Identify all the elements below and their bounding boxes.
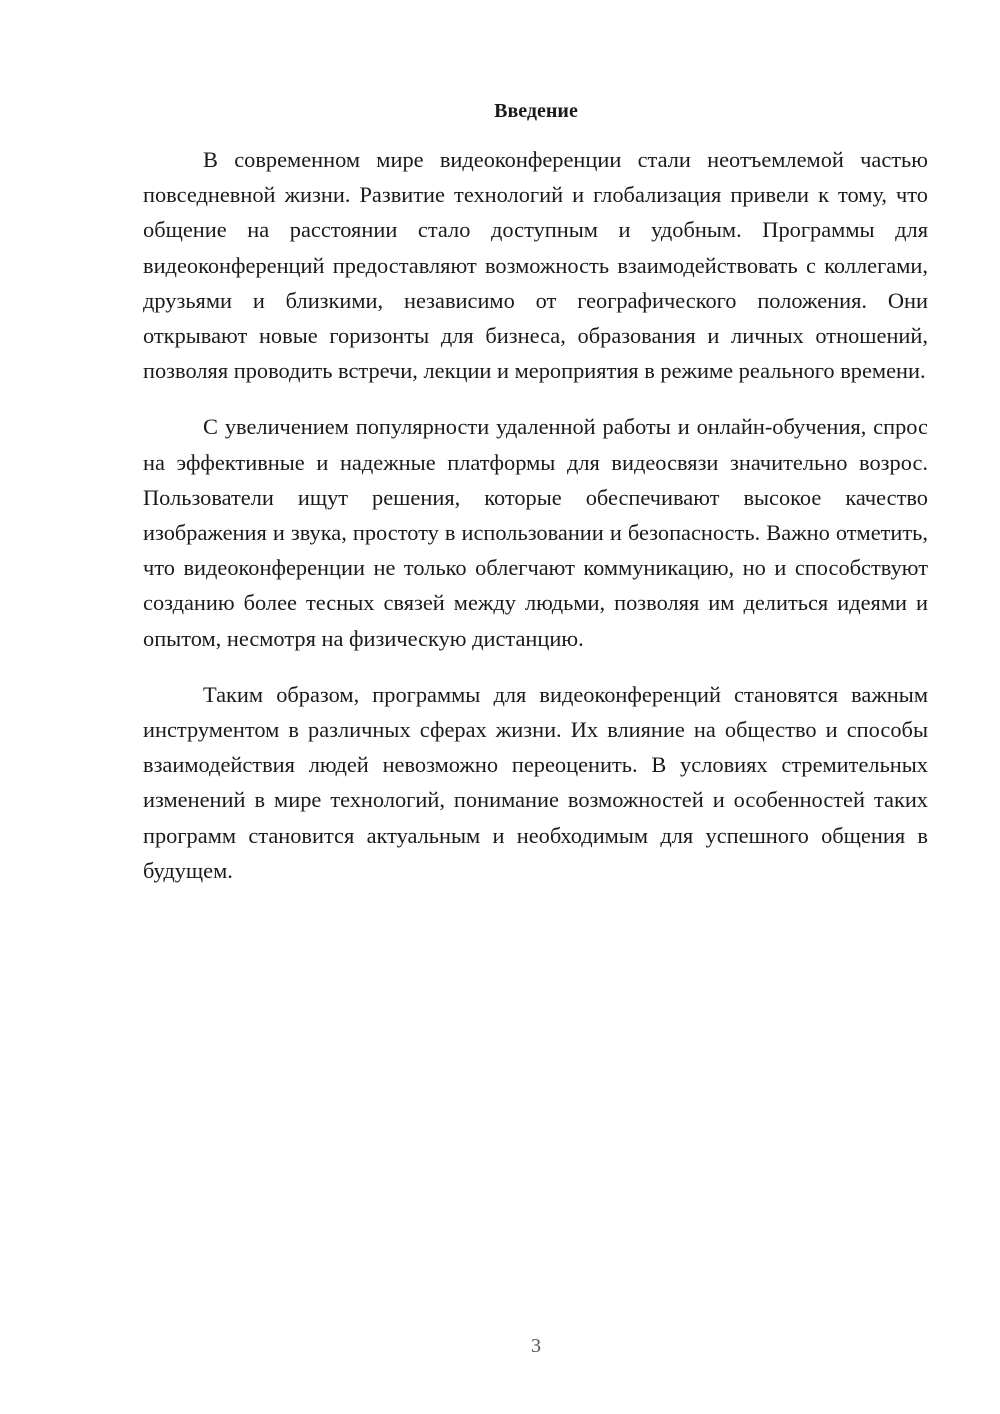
body-text [143,142,928,909]
paragraph-1: В современном мире видеоконференции стали неотъемлемой частью повседневной жизни. Развитие технологий и глобализация привели к тому, что общение на расстоянии стало доступным и удобным. Программы для видеоконференций предоставляют возможность взаимодействовать с коллегами, друзьями и близкими, независимо от географического положения. Они открывают новые горизонты для бизнеса, образования и личных отношений, позволяя проводить встречи, лекции и мероприятия в режиме реального времени. [143,147,928,384]
page-number: 3 [531,1335,541,1357]
paragraph-3: Таким образом, программы для видеоконференций становятся важным инструментом в различных сферах жизни. Их влияние на общество и способы взаимодействия людей невозможно переоценить. В условиях стремительных изменений в мире технологий, понимание возможностей и особенностей таких программ становится актуальным и необходимым для успешного общения в будущем. [143,681,928,883]
paragraph-2: С увеличением популярности удаленной работы и онлайн-обучения, спрос на эффективные и надежные платформы для видеосвязи значительно возрос. Пользователи ищут решения, которые обеспечивают высокое качество изображения и звука, простоту в использовании и безопасность. Важно отметить, что видеоконференции не только облегчают коммуникацию, но и способствуют созданию более тесных связей между людьми, позволяя им делиться идеями и опытом, несмотря на физическую дистанцию. [143,414,928,651]
section-heading: Введение [494,100,578,122]
